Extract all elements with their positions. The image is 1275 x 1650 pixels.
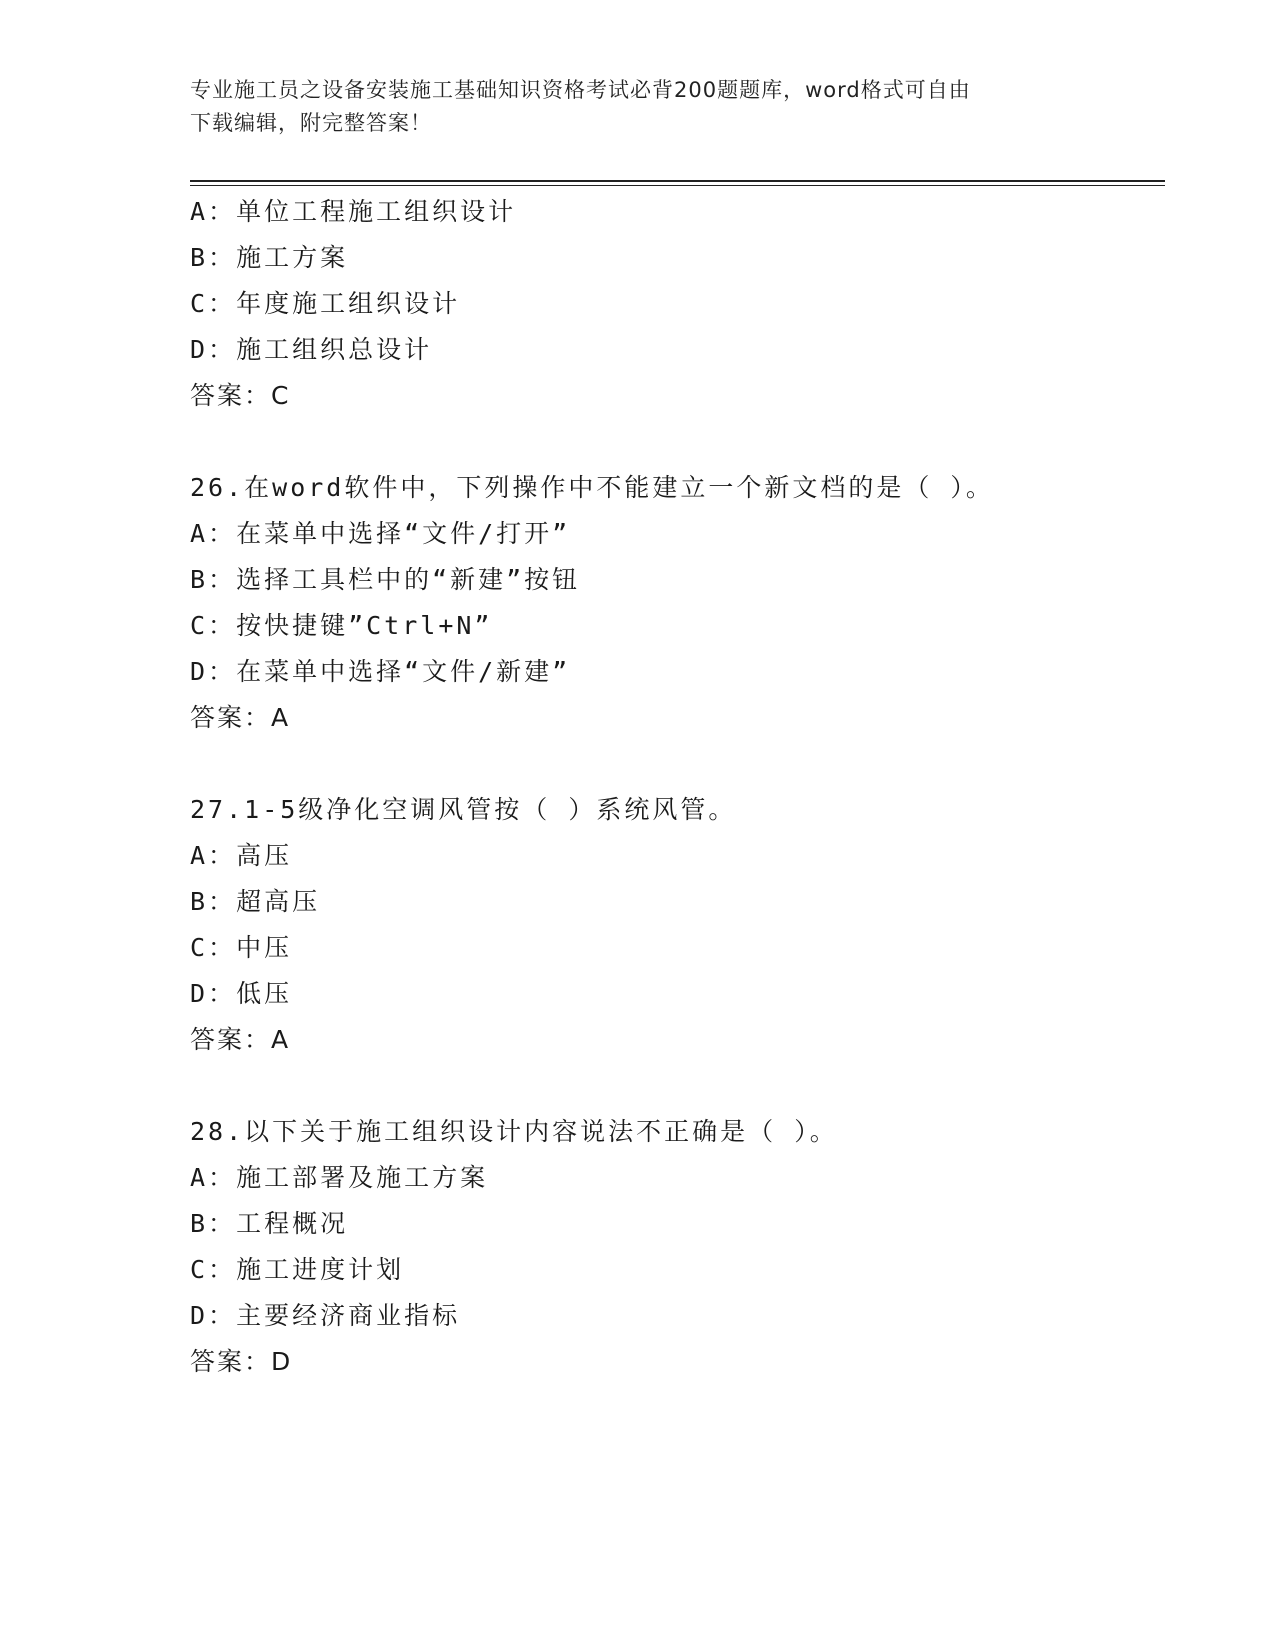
option-text: 单位工程施工组织设计 [236, 197, 517, 226]
question-27 [190, 787, 1165, 1063]
header-line-1: 专业施工员之设备安装施工基础知识资格考试必背200题题库，word格式可自由 [190, 78, 971, 102]
option-text: 按快捷键”Ctrl+N” [236, 611, 493, 640]
option-a [190, 1155, 1165, 1201]
option-label: D： [190, 335, 237, 364]
answer: 答案：D [190, 1347, 293, 1376]
option-label: A： [190, 1163, 237, 1192]
option-a [190, 189, 1165, 235]
option-c [190, 281, 1165, 327]
header-divider-thin [190, 185, 1165, 186]
option-a [190, 833, 1165, 879]
option-b [190, 879, 1165, 925]
document-header [190, 74, 1090, 140]
option-label: D： [190, 657, 237, 686]
option-b [190, 557, 1165, 603]
option-d [190, 971, 1165, 1017]
option-text: 施工方案 [236, 243, 349, 272]
option-label: D： [190, 1301, 237, 1330]
header-line-2: 下载编辑，附完整答案！ [190, 111, 432, 135]
option-c [190, 603, 1165, 649]
option-a [190, 511, 1165, 557]
option-d [190, 649, 1165, 695]
option-label: B： [190, 243, 237, 272]
option-text: 高压 [236, 841, 293, 870]
spacer [190, 741, 1165, 787]
option-d [190, 1293, 1165, 1339]
spacer [190, 1063, 1165, 1109]
option-label: B： [190, 565, 237, 594]
option-text: 施工部署及施工方案 [236, 1163, 489, 1192]
answer: 答案：A [190, 1025, 291, 1054]
option-text: 在菜单中选择“文件/打开” [236, 519, 571, 548]
option-label: C： [190, 289, 237, 318]
option-b [190, 1201, 1165, 1247]
option-b [190, 235, 1165, 281]
option-text: 在菜单中选择“文件/新建” [236, 657, 571, 686]
answer: 答案：C [190, 381, 291, 410]
option-label: A： [190, 841, 237, 870]
spacer [190, 419, 1165, 465]
question-25 [190, 189, 1165, 419]
option-label: C： [190, 611, 237, 640]
header-divider-thick [190, 180, 1165, 182]
option-text: 选择工具栏中的“新建”按钮 [236, 565, 581, 594]
option-label: D： [190, 979, 237, 1008]
option-text: 施工组织总设计 [236, 335, 433, 364]
option-c [190, 925, 1165, 971]
option-c [190, 1247, 1165, 1293]
question-list [190, 189, 1165, 1385]
question-stem: 26.在word软件中，下列操作中不能建立一个新文档的是（ ）。 [190, 473, 994, 502]
question-26 [190, 465, 1165, 741]
option-label: A： [190, 519, 237, 548]
option-d [190, 327, 1165, 373]
question-stem: 27.1-5级净化空调风管按（ ）系统风管。 [190, 795, 737, 824]
option-text: 低压 [236, 979, 293, 1008]
option-label: A： [190, 197, 237, 226]
option-text: 中压 [236, 933, 293, 962]
option-label: B： [190, 887, 237, 916]
answer: 答案：A [190, 703, 291, 732]
option-text: 主要经济商业指标 [236, 1301, 461, 1330]
option-label: C： [190, 1255, 237, 1284]
option-text: 年度施工组织设计 [236, 289, 461, 318]
option-text: 施工进度计划 [236, 1255, 405, 1284]
option-text: 超高压 [236, 887, 321, 916]
question-stem: 28.以下关于施工组织设计内容说法不正确是（ ）。 [190, 1117, 838, 1146]
option-label: C： [190, 933, 237, 962]
option-label: B： [190, 1209, 237, 1238]
question-28 [190, 1109, 1165, 1385]
option-text: 工程概况 [236, 1209, 349, 1238]
